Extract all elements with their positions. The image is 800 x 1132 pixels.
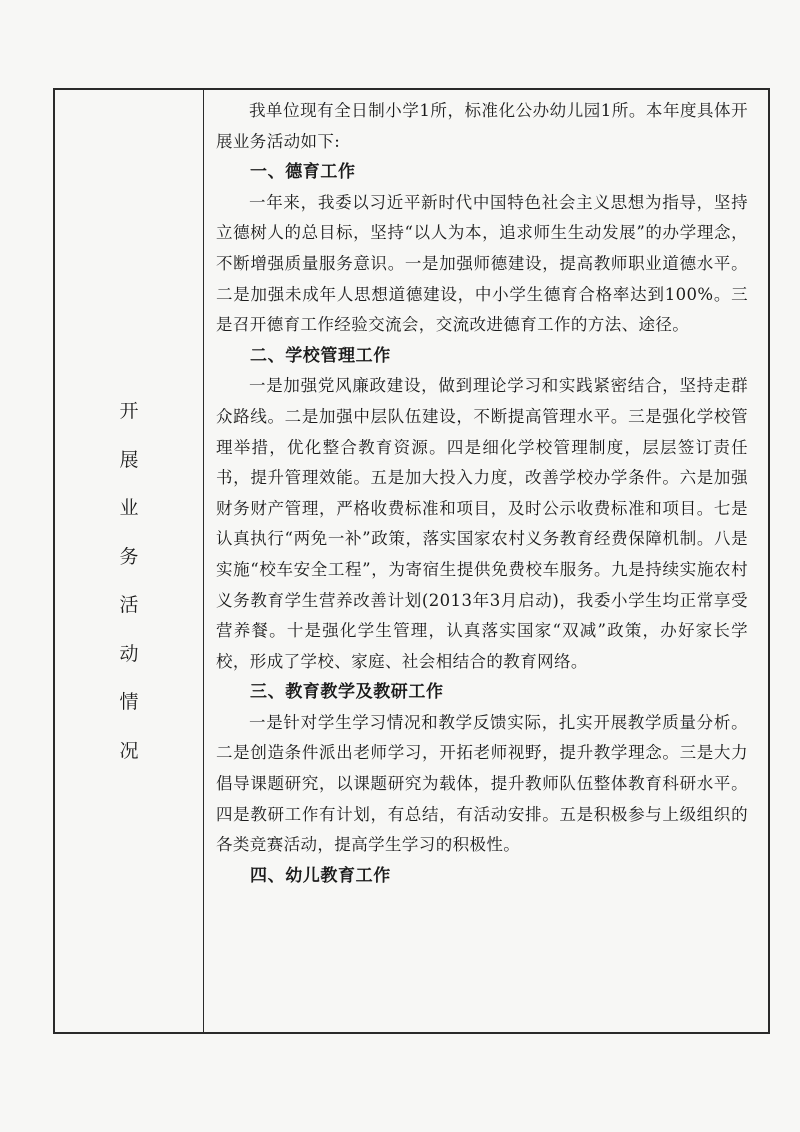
label-char: 展 [119,448,139,471]
content-cell [204,90,768,1032]
section-heading-teaching: 三、教育教学及教研工作 [250,682,444,703]
intro-paragraph: 我单位现有全日制小学1所，标准化公办幼儿园1所。本年度具体开展业务活动如下: [216,101,748,151]
section-heading-management: 二、学校管理工作 [250,345,391,366]
label-char: 情 [119,691,139,713]
section-body-management: 一是加强党风廉政建设，做到理论学习和实践紧密结合，坚持走群众路线。二是加强中层队伍建设，不断提高管理水平。三是强化学校管理举措，优化整合教育资源。四是细化学校管理制度，层层签订责任书，提升管理效能。五是加大投入力度，改善学校办学条件。六是加强财务财产管理，严格收费标准和项目，及时公示收费标准和项目。七是认真执行“两免一补”政策，落实国家农村义务教育经费保障机制。八是实施“校车安全工程”，为寄宿生提供免费校车服务。九是持续实施农村义务教育学生营养改善计划(2013年3月启动)，我委小学生均正常享受营养餐。十是强化学生管理，认真落实国家“双减”政策，办好家长学校，形成了学校、家庭、社会相结合的教育网络。 [216,376,748,671]
section-heading-moral: 一、德育工作 [250,162,356,183]
section-body-moral: 一年来，我委以习近平新时代中国特色社会主义思想为指导，坚持立德树人的总目标，坚持“以人为本，追求师生生动发展”的办学理念，不断增强质量服务意识。一是加强师德建设，提高教师职业道德水平。二是加强未成年人思想道德建设，中小学生德育合格率达到100%。三是召开德育工作经验交流会，交流改进德育工作的方法、途径。 [216,192,748,335]
label-char: 开 [119,400,139,422]
section-body-teaching: 一是针对学生学习情况和教学反馈实际，扎实开展教学质量分析。二是创造条件派出老师学习，开拓老师视野，提升教学理念。三是大力倡导课题研究，以课题研究为载体，提升教师队伍整体教育科研水平。四是教研工作有计划，有总结，有活动安排。五是积极参与上级组织的各类竞赛活动，提高学生学习的积极性。 [216,712,748,855]
vertical-label [55,402,203,790]
label-char: 活 [119,594,139,616]
label-cell [55,90,204,1032]
label-char: 业 [119,497,139,519]
label-char: 动 [119,642,139,665]
label-char: 况 [119,739,139,762]
section-heading-preschool: 四、幼儿教育工作 [250,865,391,886]
label-char: 务 [119,545,139,568]
activity-form-table [53,88,770,1034]
